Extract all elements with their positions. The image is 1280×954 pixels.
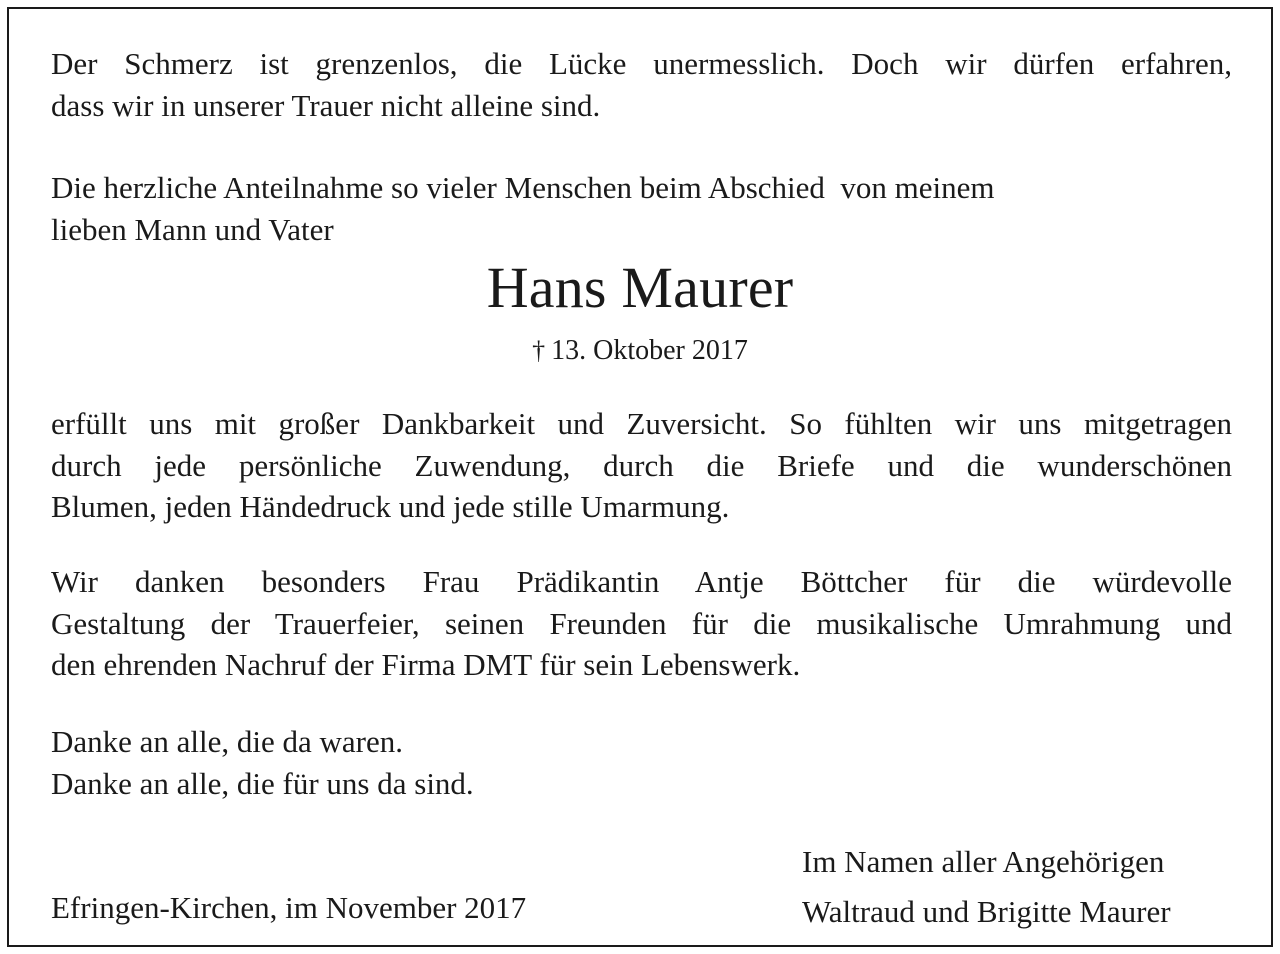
text-line: den ehrenden Nachruf der Firma DMT für sein Lebenswerk. xyxy=(51,647,801,682)
place-and-date: Efringen-Kirchen, im November 2017 xyxy=(51,890,527,925)
text-line: Der Schmerz ist grenzenlos, die Lücke unermesslich. Doch wir dürfen erfahren, xyxy=(51,46,1232,81)
text-line: lieben Mann und Vater xyxy=(51,211,334,247)
text-line: durch jede persönliche Zuwendung, durch die Briefe und die wunderschönen xyxy=(51,447,1232,483)
signature-names: Waltraud und Brigitte Maurer xyxy=(802,894,1171,929)
text-line: Blumen, jeden Händedruck und jede stille Umarmung. xyxy=(51,489,730,524)
dagger-icon: † xyxy=(532,336,546,365)
text-line: Gestaltung der Trauerfeier, seinen Freunden für die musikalische Umrahmung und xyxy=(51,605,1232,641)
death-date-line xyxy=(0,334,1280,368)
deceased-name: Hans Maurer xyxy=(486,255,794,320)
text-line: Wir danken besonders Frau Prädikantin Antje Böttcher für die würdevolle xyxy=(51,564,1232,599)
death-date: 13. Oktober 2017 xyxy=(551,335,748,366)
intro-paragraph xyxy=(51,167,1232,250)
text-line: dass wir in unserer Trauer nicht alleine sind. xyxy=(51,87,601,123)
signature-block xyxy=(802,837,1171,937)
text-line: Danke an alle, die für uns da sind. xyxy=(51,765,474,801)
gratitude-paragraph xyxy=(51,403,1232,528)
text-line: Die herzliche Anteilnahme so vieler Menschen beim Abschied von meinem xyxy=(51,170,995,205)
thanks-paragraph xyxy=(51,561,1232,686)
text-line: erfüllt uns mit großer Dankbarkeit und Zuversicht. So fühlten wir uns mitgetragen xyxy=(51,406,1232,441)
signature-line: Im Namen aller Angehörigen xyxy=(802,844,1165,879)
text-line: Danke an alle, die da waren. xyxy=(51,724,404,759)
closing-paragraph xyxy=(51,721,1232,804)
opening-paragraph xyxy=(51,43,1232,126)
